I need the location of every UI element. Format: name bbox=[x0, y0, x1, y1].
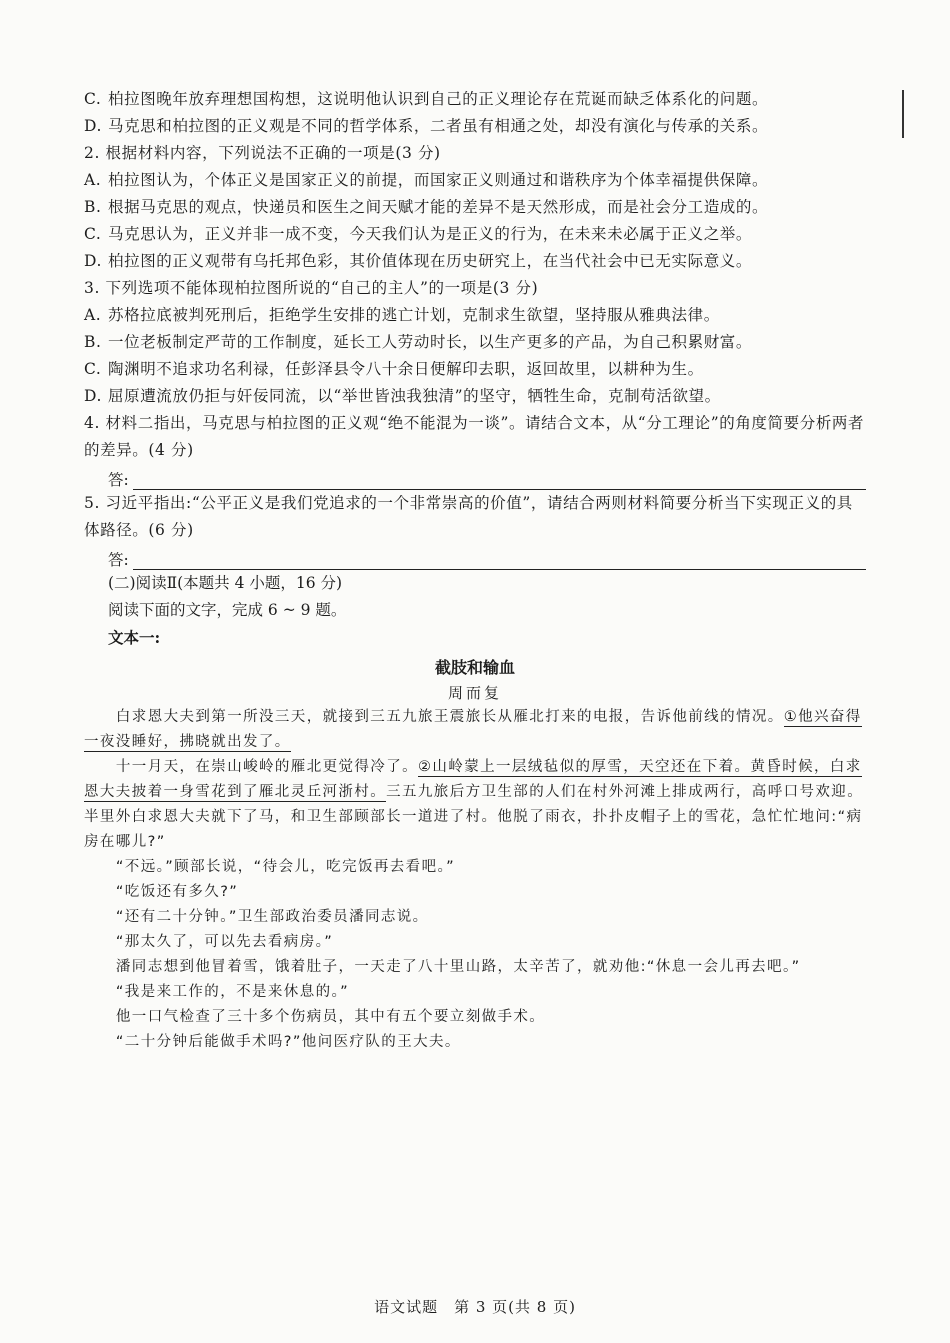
story-title: 截肢和输血 bbox=[434, 658, 515, 677]
q3-option-a bbox=[84, 302, 866, 329]
option-letter: A. bbox=[84, 306, 102, 324]
story-line: “不远。”顾部长说，“待会儿，吃完饭再去看吧。” bbox=[115, 859, 456, 875]
section-heading: (二)阅读Ⅱ(本题共 4 小题，16 分) bbox=[108, 574, 343, 592]
q4-stem: 4. 材料二指出，马克思与柏拉图的正义观“绝不能混为一谈”。请结合文本，从“分工理论”的角度简要分析两者的差异。(4 分) bbox=[84, 414, 865, 459]
story-author: 周而复 bbox=[447, 684, 502, 702]
story-line: “我是来工作的，不是来休息的。” bbox=[115, 984, 350, 1000]
option-letter: B. bbox=[84, 333, 102, 351]
story-line: “二十分钟后能做手术吗?”他问医疗队的王大夫。 bbox=[115, 1034, 461, 1050]
option-letter: A. bbox=[84, 171, 102, 189]
q3-stem: 3. 下列选项不能体现柏拉图所说的“自己的主人”的一项是(3 分) bbox=[84, 279, 539, 297]
story-line: 他一口气检查了三十多个伤病员，其中有五个要立刻做手术。 bbox=[115, 1009, 546, 1025]
story-line: 潘同志想到他冒着雪，饿着肚子，一天走了八十里山路，太辛苦了，就劝他:“休息一会儿再去吧。” bbox=[115, 959, 801, 975]
text-label: 文本一: bbox=[108, 628, 161, 647]
option-letter: C. bbox=[84, 360, 102, 378]
page-footer: 语文试题 第 3 页(共 8 页) bbox=[374, 1298, 576, 1316]
q1-option-d bbox=[84, 113, 866, 140]
story-paragraph-2 bbox=[84, 755, 866, 855]
q2-option-d bbox=[84, 248, 866, 275]
section-instruction: 阅读下面的文字，完成 6 ~ 9 题。 bbox=[108, 601, 347, 619]
q2-option-c bbox=[84, 221, 866, 248]
option-letter: D. bbox=[84, 252, 103, 270]
margin-mark bbox=[902, 90, 904, 138]
underlined-sentence-1: ①他兴奋得一夜没睡好，拂晓就出发了。 bbox=[84, 709, 862, 750]
q2-stem: 2. 根据材料内容，下列说法不正确的一项是(3 分) bbox=[84, 144, 441, 162]
story-line: “吃饭还有多久?” bbox=[115, 884, 239, 900]
option-text: 马克思认为，正义并非一成不变，今天我们认为是正义的行为，在未来未必属于正义之举。 bbox=[108, 225, 753, 243]
option-text: 柏拉图晚年放弃理想国构想，这说明他认识到自己的正义理论存在荒诞而缺乏体系化的问题。 bbox=[108, 90, 769, 108]
q1-option-c bbox=[84, 86, 866, 113]
option-text: 柏拉图认为，个体正义是国家正义的前提，而国家正义则通过和谐秩序为个体幸福提供保障。 bbox=[108, 171, 769, 189]
option-text: 陶渊明不追求功名利禄，任彭泽县令八十余日便解印去职，返回故里，以耕种为生。 bbox=[108, 360, 704, 378]
story-paragraph-1 bbox=[84, 705, 866, 755]
option-letter: B. bbox=[84, 198, 102, 216]
option-letter: C. bbox=[84, 225, 102, 243]
answer-label: 答: bbox=[108, 551, 129, 569]
option-text: 一位老板制定严苛的工作制度，延长工人劳动时长，以生产更多的产品，为自己积累财富。 bbox=[108, 333, 753, 351]
paragraph-text: 白求恩大夫到第一所没三天，就接到三五九旅王震旅长从雁北打来的电报，告诉他前线的情况。 bbox=[115, 709, 784, 725]
q5-stem: 5. 习近平指出:“公平正义是我们党追求的一个非常崇高的价值”，请结合两则材料简要分析当下实现正义的具体路径。(6 分) bbox=[84, 494, 853, 539]
q4-answer-field[interactable] bbox=[84, 464, 866, 490]
q2-option-a bbox=[84, 167, 866, 194]
underlined-sentence-2: ②山岭蒙上一层绒毡似的厚雪，天空还在下着。黄昏时候，白求恩大夫披着一身雪花到了雁北灵丘河浙村。 bbox=[84, 759, 862, 800]
answer-line[interactable] bbox=[133, 471, 866, 490]
story-line: “那太久了，可以先去看病房。” bbox=[115, 934, 334, 950]
option-text: 柏拉图的正义观带有乌托邦色彩，其价值体现在历史研究上，在当代社会中已无实际意义。 bbox=[108, 252, 753, 270]
answer-label: 答: bbox=[108, 471, 129, 489]
q2-option-b bbox=[84, 194, 866, 221]
option-letter: D. bbox=[84, 387, 103, 405]
q5-answer-field[interactable] bbox=[84, 544, 866, 570]
paragraph-text: 十一月天，在崇山峻岭的雁北更觉得冷了。 bbox=[115, 759, 418, 775]
option-letter: C. bbox=[84, 90, 102, 108]
answer-line[interactable] bbox=[133, 551, 866, 570]
option-text: 根据马克思的观点，快递员和医生之间天赋才能的差异不是天然形成，而是社会分工造成的。 bbox=[108, 198, 769, 216]
story-line: “还有二十分钟。”卫生部政治委员潘同志说。 bbox=[115, 909, 429, 925]
q3-option-b bbox=[84, 329, 866, 356]
option-text: 苏格拉底被判死刑后，拒绝学生安排的逃亡计划，克制求生欲望，坚持服从雅典法律。 bbox=[108, 306, 720, 324]
option-letter: D. bbox=[84, 117, 103, 135]
q3-option-d bbox=[84, 383, 866, 410]
q3-option-c bbox=[84, 356, 866, 383]
option-text: 屈原遭流放仍拒与奸佞同流，以“举世皆浊我独清”的坚守，牺牲生命，克制苟活欲望。 bbox=[108, 387, 721, 405]
exam-page bbox=[84, 86, 866, 1055]
option-text: 马克思和柏拉图的正义观是不同的哲学体系，二者虽有相通之处，却没有演化与传承的关系。 bbox=[108, 117, 769, 135]
paragraph-text: 三五九旅后方卫生部的人们在村外河滩上排成两行，高呼口号欢迎。半里外白求恩大夫就下了马，和卫生部顾部长一道进了村。他脱了雨衣，扑扑皮帽子上的雪花，急忙忙地问:“病房在哪儿?” bbox=[84, 784, 864, 850]
